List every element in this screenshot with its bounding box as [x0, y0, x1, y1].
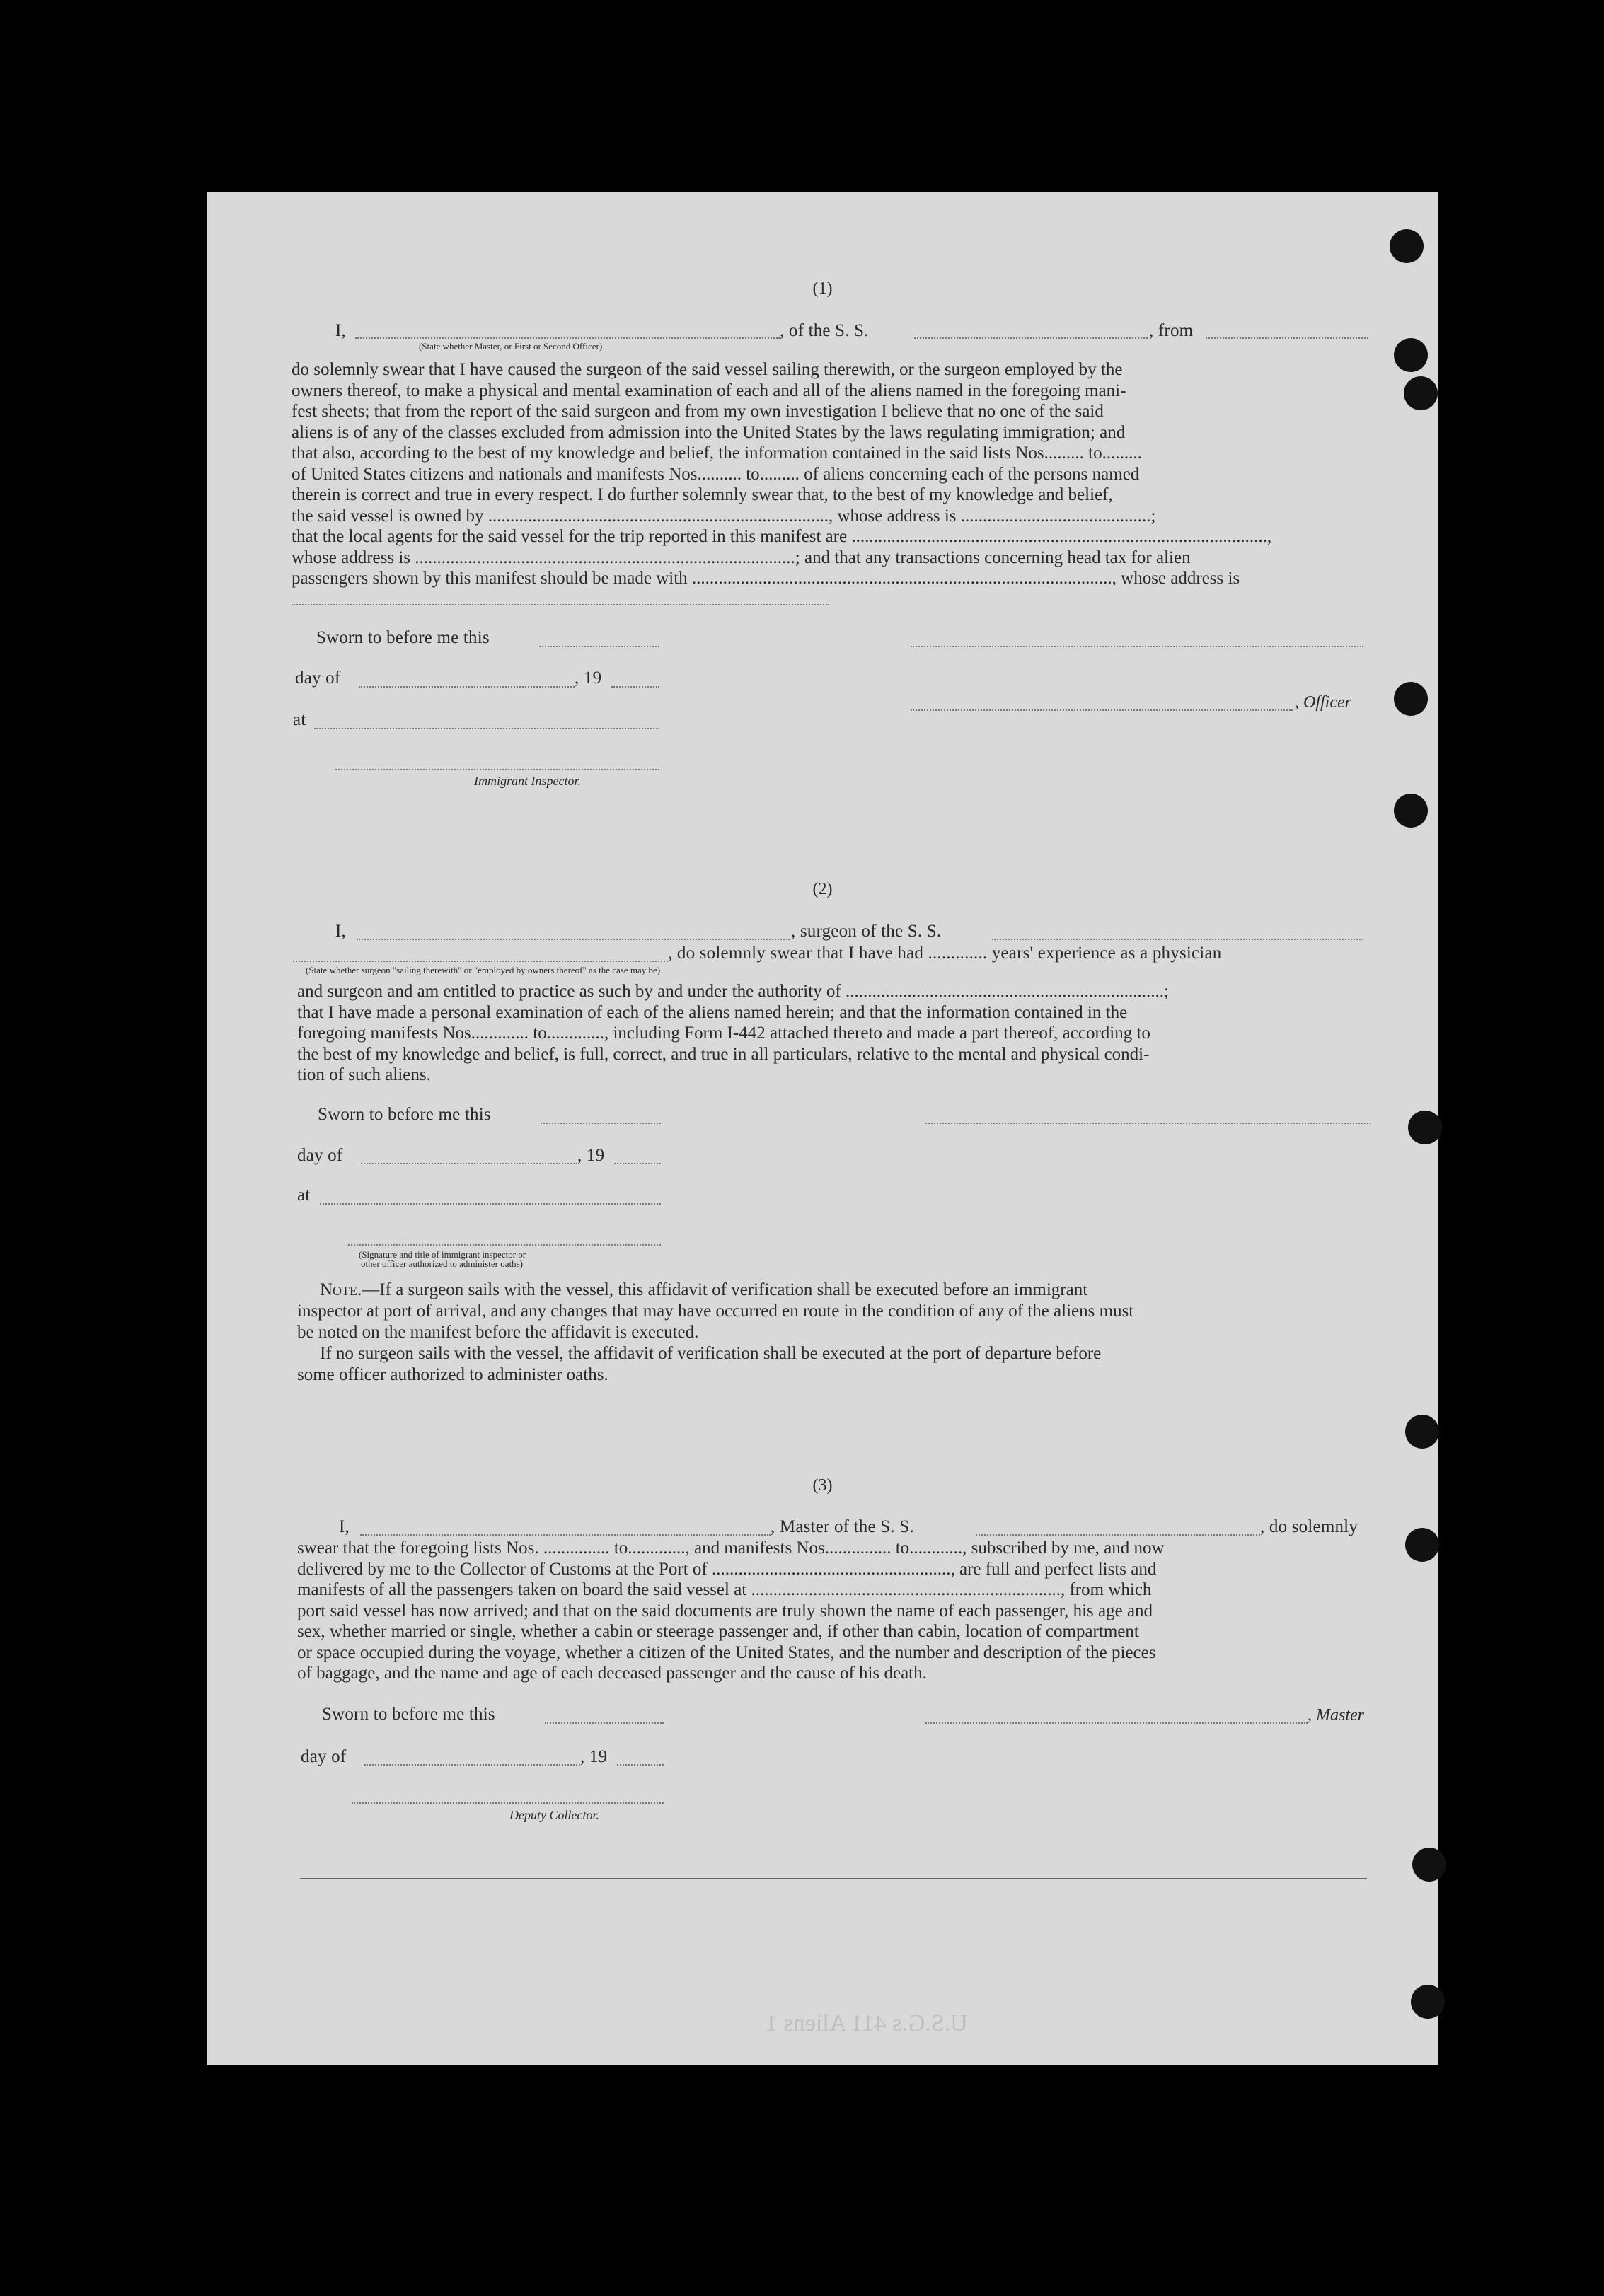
s1-line-7: the said vessel is owned by ............................................................................., whose address is ...........................................; [292, 506, 1156, 526]
s1-signature-line-1 [911, 646, 1363, 647]
section1-number: (1) [812, 279, 833, 298]
s3-i: I, [339, 1517, 350, 1536]
s3-sworn-blank [545, 1722, 664, 1724]
s2-line-0: and surgeon and am entitled to practice as such by and under the authority of ........................................................................; [297, 982, 1169, 1001]
s2-ship-blank [992, 939, 1363, 940]
s1-sworn-blank [539, 646, 659, 647]
section2-number: (2) [812, 880, 833, 898]
punch-hole [1411, 1985, 1445, 2019]
s1-body [292, 359, 1374, 589]
s2-sig-caption-2: other officer authorized to administer oaths) [361, 1258, 523, 1269]
s1-line-8: that the local agents for the said vessel for the trip reported in this manifest are .............................................................................................., [292, 527, 1272, 546]
s1-line-6: therein is correct and true in every respect. I do further solemnly swear that, to the best of my knowledge and belief, [292, 485, 1113, 504]
s1-day-label: day of [295, 668, 341, 688]
s3-master-label: , Master of the S. S. [771, 1517, 914, 1536]
s1-inspector-line [335, 769, 659, 770]
punch-hole [1404, 376, 1438, 410]
s3-year-label: , 19 [580, 1747, 608, 1766]
s2-note-line-1: inspector at port of arrival, and any changes that may have occurred en route in the condition of any of the aliens must [297, 1301, 1134, 1321]
s2-at-label: at [297, 1185, 311, 1205]
punch-hole [1394, 338, 1428, 372]
s1-rank-blank [355, 337, 780, 339]
s1-line-3: aliens is of any of the classes excluded from admission into the United States by the laws regulating immigration; and [292, 422, 1126, 442]
note-label: Note. [320, 1280, 362, 1299]
s2-day-label: day of [297, 1146, 343, 1165]
section3-number: (3) [812, 1476, 833, 1495]
s2-note [297, 1280, 1380, 1386]
s2-note-line-2: be noted on the manifest before the affidavit is executed. [297, 1323, 699, 1342]
s2-inspector-line [348, 1244, 661, 1246]
s3-body [297, 1538, 1380, 1684]
s2-line-1: that I have made a personal examination of each of the aliens named herein; and that the information contained in the [297, 1002, 1128, 1022]
punch-hole [1390, 229, 1424, 263]
s2-note2-line-1: some officer authorized to administer oaths. [297, 1365, 608, 1384]
s2-line-2: foregoing manifests Nos............. to............., including Form I-442 attached thereto and made a part thereof, according to [297, 1024, 1150, 1043]
s2-sworn-blank [541, 1123, 661, 1124]
s1-year-blank [611, 686, 659, 688]
punch-hole [1394, 682, 1428, 716]
punch-hole [1408, 1111, 1442, 1144]
s2-year-blank [614, 1163, 661, 1164]
s2-type-blank [293, 961, 668, 962]
punch-hole [1394, 794, 1428, 828]
s1-at-label: at [293, 710, 306, 729]
bottom-rule [300, 1878, 1367, 1879]
s2-sworn-label: Sworn to before me this [318, 1105, 491, 1124]
punch-hole [1412, 1848, 1446, 1882]
s3-line-4: sex, whether married or single, whether a cabin or steerage passenger and, if other than cabin, location of compartment [297, 1622, 1139, 1641]
punch-hole [1405, 1415, 1439, 1449]
s2-signature-line [925, 1123, 1371, 1124]
s1-line-4: that also, according to the best of my knowledge and belief, the information contained in the said lists Nos......... to......... [292, 443, 1142, 463]
mirrored-stamp-text: U.S.G.s 411 Aliens 1 [766, 2010, 968, 2036]
s1-sworn-label: Sworn to before me this [316, 628, 490, 647]
s2-type-caption: (State whether surgeon "sailing therewith" or "employed by owners thereof" as the case may be) [306, 965, 661, 975]
s2-name-blank [357, 939, 790, 940]
s3-line-0: swear that the foregoing lists Nos. ............... to............., and manifests Nos............... to............, subscribed by me, and now [297, 1538, 1165, 1558]
s1-year-label: , 19 [575, 668, 602, 688]
s1-i: I, [335, 321, 346, 340]
s3-solemnly: , do solemnly [1260, 1517, 1358, 1536]
s2-at-blank [320, 1203, 661, 1205]
s2-sig-caption-1: (Signature and title of immigrant inspector or [359, 1249, 526, 1260]
s3-line-6: of baggage, and the name and age of each deceased passenger and the cause of his death. [297, 1664, 927, 1683]
s1-trailing-blank [292, 604, 829, 605]
s1-line-5: of United States citizens and nationals and manifests Nos.......... to......... of aliens concerning each of the persons named [292, 464, 1140, 484]
s1-rank-caption: (State whether Master, or First or Second Officer) [419, 341, 603, 352]
s3-line-5: or space occupied during the voyage, whether a citizen of the United States, and the number and description of the pieces [297, 1642, 1156, 1662]
s3-master-line [925, 1722, 1308, 1724]
s1-ss-label: , of the S. S. [780, 321, 869, 340]
punch-hole [1405, 1528, 1439, 1562]
s2-note-line-0 [297, 1280, 1380, 1301]
s1-line-10: passengers shown by this manifest should be made with ..............................................................................................., whose address is [292, 569, 1240, 588]
s3-line-3: port said vessel has now arrived; and that on the said documents are truly shown the name of each passenger, his age and [297, 1601, 1153, 1620]
note-text-0: —If a surgeon sails with the vessel, this affidavit of verification shall be executed before an immigrant [362, 1280, 1088, 1299]
s3-day-blank [364, 1764, 580, 1766]
s1-from-blank [1206, 337, 1368, 339]
s1-day-blank [359, 686, 575, 688]
s3-year-blank [617, 1764, 664, 1766]
s2-i: I, [335, 922, 346, 941]
s3-deputy-line [352, 1802, 664, 1804]
s1-line-9: whose address is ......................................................................................; and that any transactions concerning head tax for alien [292, 547, 1191, 567]
s1-line-0: do solemnly swear that I have caused the surgeon of the said vessel sailing therewith, or the surgeon employed by the [292, 360, 1123, 379]
s3-line-2: manifests of all the passengers taken on board the said vessel at ......................................................................, from which [297, 1580, 1152, 1599]
s1-line-1: owners thereof, to make a physical and mental examination of each and all of the aliens named in the foregoing mani- [292, 381, 1126, 400]
s1-ship-blank [914, 337, 1148, 339]
s3-ship-blank [976, 1534, 1260, 1536]
s3-sworn-label: Sworn to before me this [322, 1705, 495, 1724]
s2-note2-line-0: If no surgeon sails with the vessel, the affidavit of verification shall be executed at the port of departure before [320, 1344, 1102, 1363]
s2-line-4: tion of such aliens. [297, 1065, 431, 1084]
s2-years-line: , do solemnly swear that I have had ............. years' experience as a physician [668, 944, 1222, 963]
s3-name-blank [360, 1534, 771, 1536]
s3-master-signature-label: , Master [1308, 1706, 1364, 1724]
s1-from-label: , from [1149, 321, 1194, 340]
s1-officer-line [911, 709, 1293, 711]
s2-surgeon-label: , surgeon of the S. S. [791, 922, 942, 941]
s1-at-blank [314, 728, 659, 729]
s2-body [297, 981, 1380, 1086]
s3-day-label: day of [301, 1747, 347, 1766]
s3-deputy-label: Deputy Collector. [509, 1808, 599, 1822]
s1-inspector-label: Immigrant Inspector. [474, 774, 581, 788]
s2-day-blank [361, 1163, 577, 1164]
s1-officer-label: , Officer [1295, 693, 1351, 712]
s1-line-2: fest sheets; that from the report of the said surgeon and from my own investigation I believe that no one of the said [292, 402, 1104, 421]
s2-year-label: , 19 [577, 1146, 605, 1165]
s2-line-3: the best of my knowledge and belief, is full, correct, and true in all particulars, relative to the mental and physical condi- [297, 1044, 1150, 1064]
s3-line-1: delivered by me to the Collector of Customs at the Port of ......................................................, are full and perfect lists and [297, 1559, 1157, 1579]
document-page [207, 192, 1438, 2065]
